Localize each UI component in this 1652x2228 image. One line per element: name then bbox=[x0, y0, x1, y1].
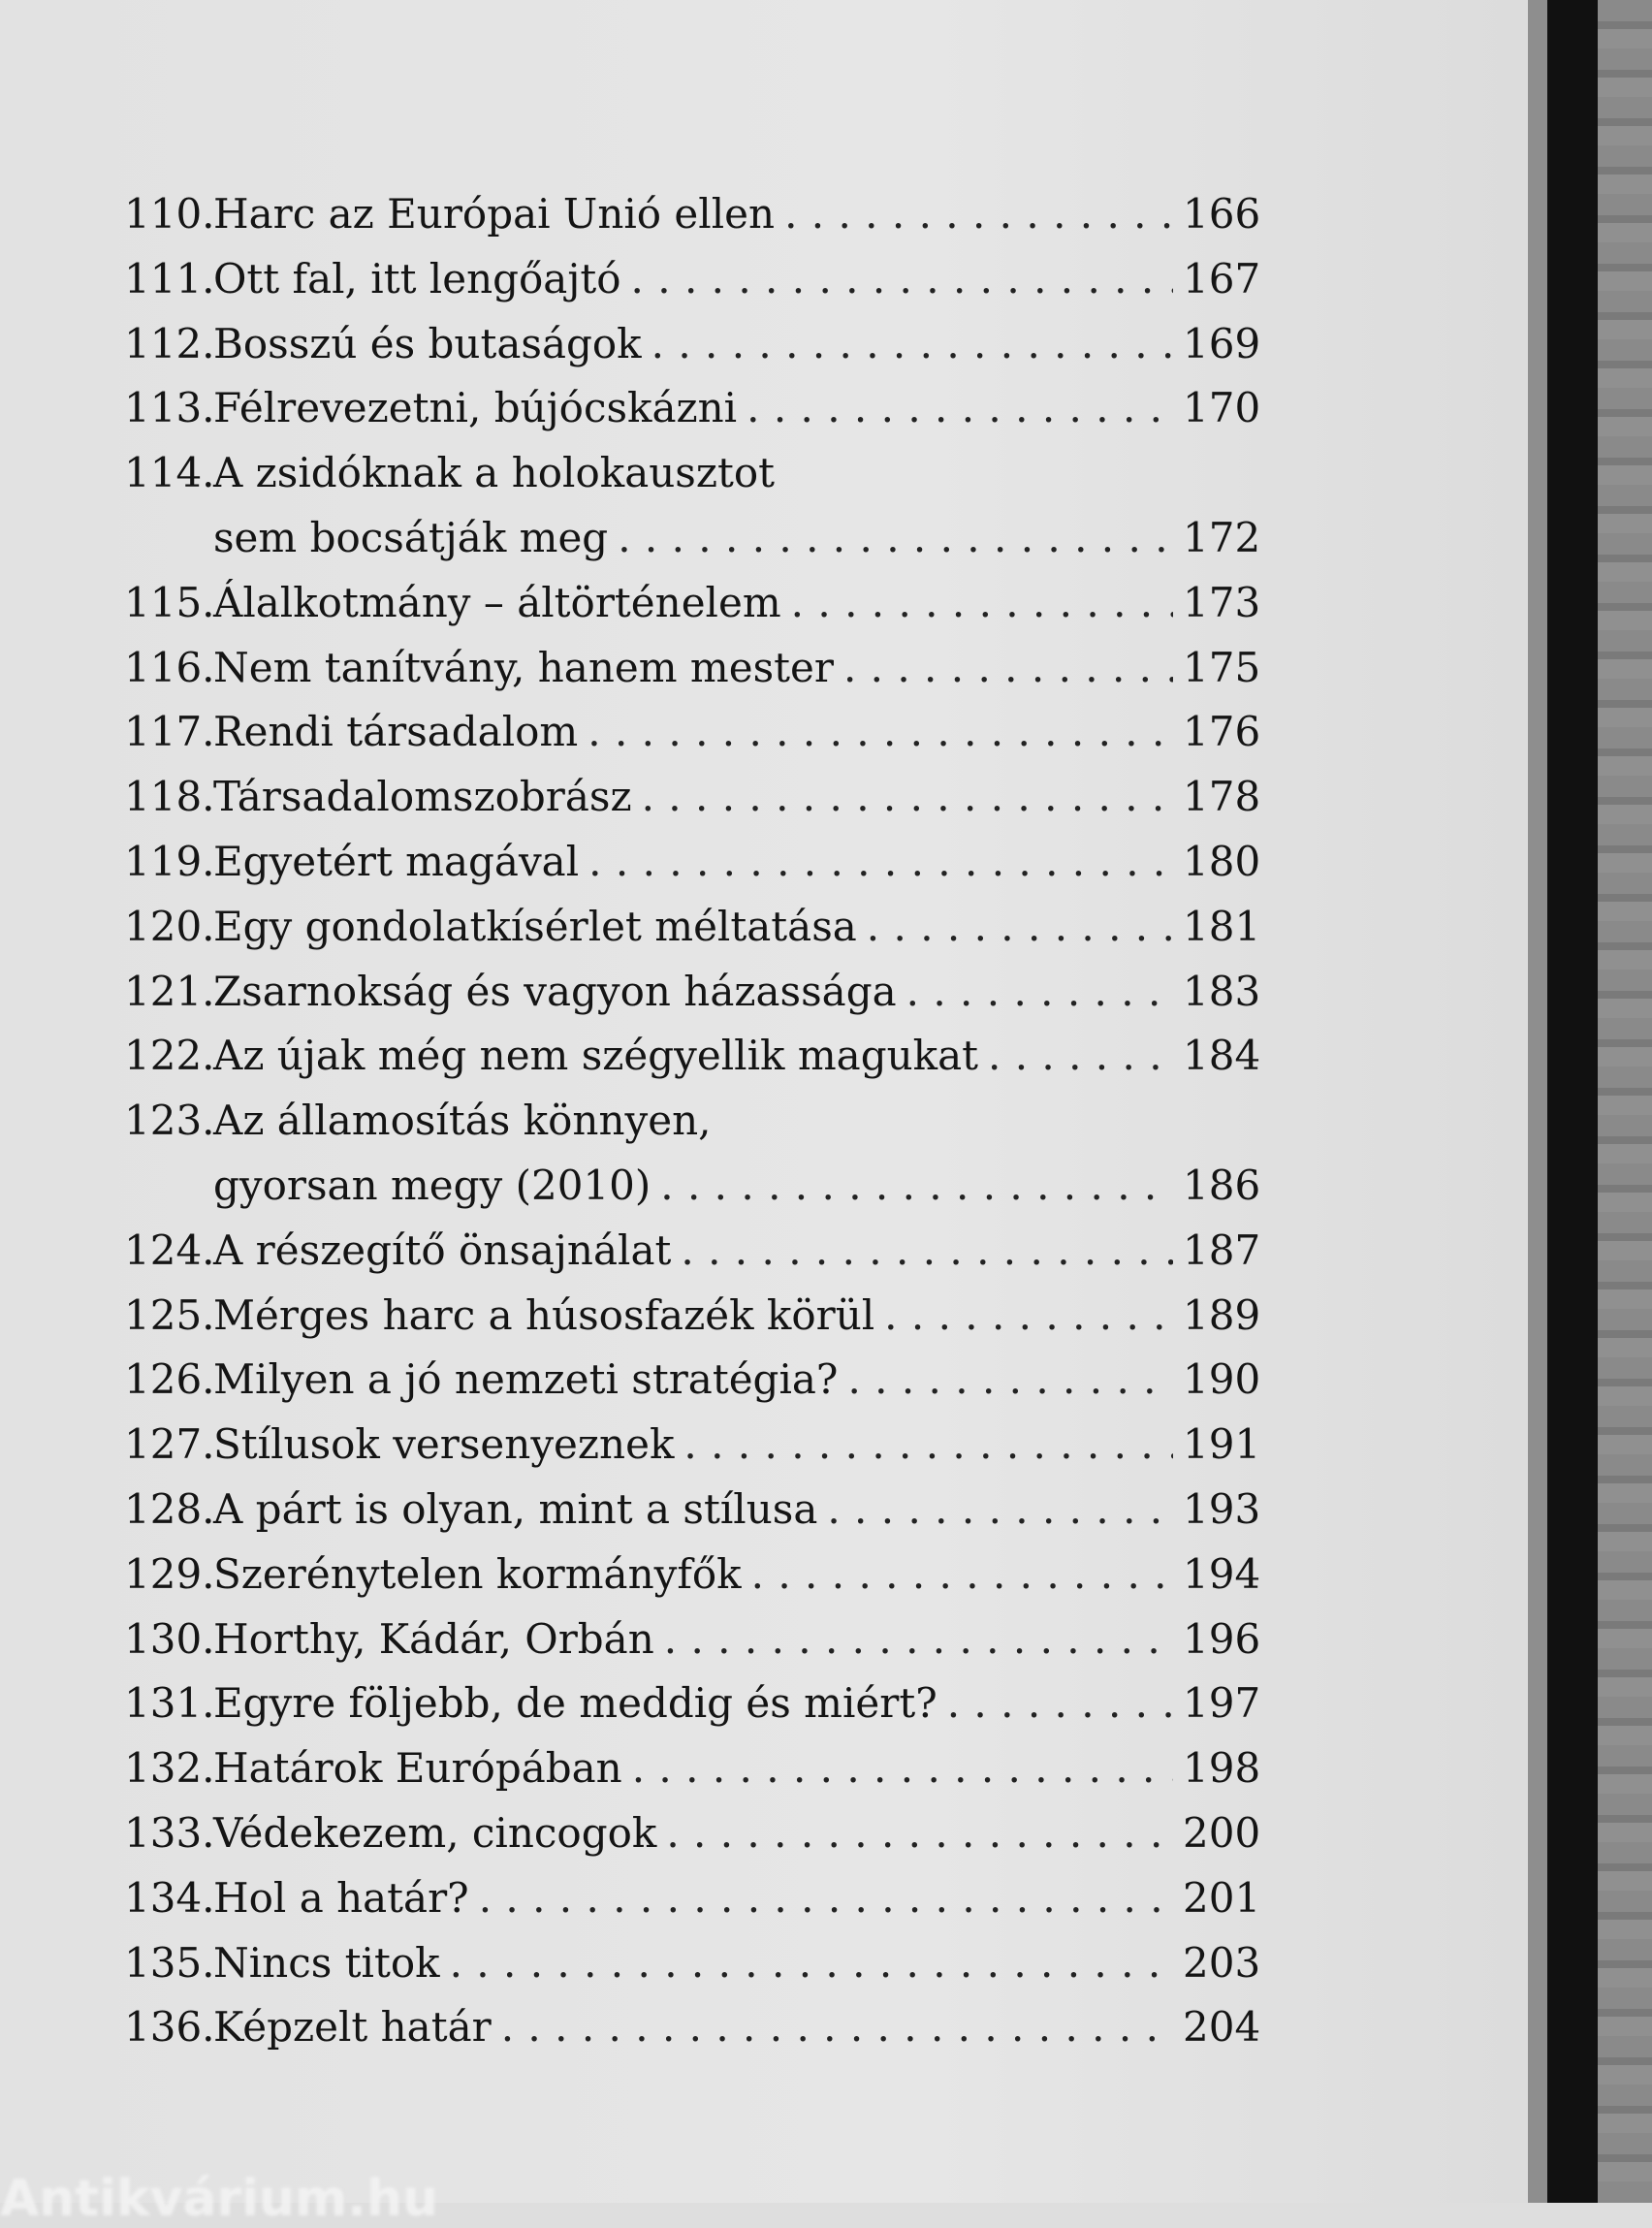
toc-entry bbox=[124, 1284, 1261, 1349]
page-number: 191 bbox=[1183, 1420, 1261, 1469]
dot-leader bbox=[847, 1348, 1173, 1413]
dot-leader bbox=[843, 636, 1173, 701]
entry-title: Az államosítás könnyen, bbox=[213, 1097, 712, 1145]
entry-number: 118. bbox=[124, 773, 215, 821]
entry-number: 134. bbox=[124, 1873, 215, 1922]
toc-entry bbox=[124, 1089, 1256, 1154]
toc-entry bbox=[124, 1024, 1261, 1089]
toc-entry bbox=[124, 247, 1261, 312]
page-number: 190 bbox=[1183, 1355, 1261, 1404]
page-number: 167 bbox=[1183, 254, 1261, 302]
page-number: 173 bbox=[1183, 578, 1261, 626]
entry-title: Egyre följebb, de meddig és miért? bbox=[213, 1679, 937, 1728]
dot-leader bbox=[660, 1154, 1173, 1219]
page-number: 170 bbox=[1183, 384, 1261, 432]
entry-number: 112. bbox=[124, 319, 215, 367]
page-number: 172 bbox=[1183, 513, 1261, 561]
table-surface bbox=[1598, 0, 1652, 2203]
entry-number: 132. bbox=[124, 1744, 215, 1793]
dot-leader bbox=[664, 1607, 1173, 1672]
page-number: 196 bbox=[1183, 1614, 1261, 1663]
toc-entry bbox=[124, 895, 1261, 960]
page-number: 166 bbox=[1183, 190, 1261, 238]
toc-entry bbox=[124, 1931, 1261, 1996]
page-number: 176 bbox=[1183, 708, 1261, 756]
dot-leader bbox=[791, 571, 1173, 636]
toc-entry bbox=[124, 960, 1261, 1025]
entry-title: Nincs titok bbox=[213, 1938, 440, 1987]
page-number: 187 bbox=[1183, 1225, 1261, 1274]
dot-leader bbox=[588, 830, 1173, 895]
entry-number: 121. bbox=[124, 967, 215, 1015]
toc-entry bbox=[124, 1348, 1261, 1413]
toc-entry bbox=[124, 1478, 1261, 1543]
entry-number: 114. bbox=[124, 449, 215, 497]
entry-title: Szerénytelen kormányfők bbox=[213, 1549, 742, 1598]
entry-number: 129. bbox=[124, 1549, 215, 1598]
entry-number: 135. bbox=[124, 1938, 215, 1987]
book-cover bbox=[1547, 0, 1598, 2203]
dot-leader bbox=[751, 1543, 1173, 1607]
dot-leader bbox=[450, 1931, 1173, 1996]
entry-title: Képzelt határ bbox=[213, 2003, 492, 2052]
entry-number: 111. bbox=[124, 254, 215, 302]
dot-leader bbox=[988, 1024, 1173, 1089]
entry-number: 136. bbox=[124, 2003, 215, 2052]
toc-entry bbox=[124, 1671, 1261, 1736]
toc-entry bbox=[124, 636, 1261, 701]
entry-title: A zsidóknak a holokausztot bbox=[213, 449, 776, 497]
entry-number: 126. bbox=[124, 1355, 215, 1404]
entry-number: 113. bbox=[124, 384, 215, 432]
dot-leader bbox=[681, 1219, 1173, 1284]
entry-number: 116. bbox=[124, 643, 215, 691]
toc-entry bbox=[124, 571, 1261, 636]
toc-entry bbox=[124, 182, 1261, 247]
dot-leader bbox=[747, 376, 1173, 441]
dot-leader bbox=[947, 1671, 1173, 1736]
entry-title: Nem tanítvány, hanem mester bbox=[213, 643, 834, 691]
toc-entry bbox=[124, 1866, 1261, 1931]
entry-title: Az újak még nem szégyellik magukat bbox=[213, 1032, 978, 1080]
entry-title: Ott fal, itt lengőajtó bbox=[213, 254, 621, 302]
page-number: 169 bbox=[1183, 319, 1261, 367]
entry-title: Stílusok versenyeznek bbox=[213, 1420, 675, 1469]
toc-entry bbox=[124, 376, 1261, 441]
entry-number: 124. bbox=[124, 1225, 215, 1274]
entry-number: 125. bbox=[124, 1290, 215, 1339]
page-number: 203 bbox=[1183, 1938, 1261, 1987]
entry-title: sem bocsátják meg bbox=[213, 513, 609, 561]
toc-entry bbox=[124, 1607, 1261, 1672]
entry-number: 123. bbox=[124, 1097, 215, 1145]
entry-number: 128. bbox=[124, 1484, 215, 1533]
toc-entry bbox=[124, 1219, 1261, 1284]
dot-leader bbox=[784, 182, 1173, 247]
toc-entry bbox=[124, 1801, 1261, 1866]
page-number: 180 bbox=[1183, 837, 1261, 885]
entry-title: Védekezem, cincogok bbox=[213, 1808, 657, 1857]
entry-title: Félrevezetni, bújócskázni bbox=[213, 384, 738, 432]
toc-entry bbox=[124, 312, 1261, 377]
dot-leader bbox=[642, 765, 1173, 830]
toc-entry bbox=[124, 1413, 1261, 1478]
entry-title: Zsarnokság és vagyon házassága bbox=[213, 967, 897, 1015]
page-number: 201 bbox=[1183, 1873, 1261, 1922]
entry-number: 115. bbox=[124, 578, 215, 626]
page-number: 178 bbox=[1183, 773, 1261, 821]
entry-title: A részegítő önsajnálat bbox=[213, 1225, 672, 1274]
page-number: 184 bbox=[1183, 1032, 1261, 1080]
entry-title: Hol a határ? bbox=[213, 1873, 469, 1922]
entry-number: 122. bbox=[124, 1032, 215, 1080]
entry-number: 131. bbox=[124, 1679, 215, 1728]
dot-leader bbox=[666, 1801, 1173, 1866]
dot-leader bbox=[588, 700, 1173, 765]
dot-leader bbox=[867, 895, 1173, 960]
page-number: 200 bbox=[1183, 1808, 1261, 1857]
toc-entry bbox=[124, 1543, 1261, 1607]
page-number: 198 bbox=[1183, 1744, 1261, 1793]
page-number: 193 bbox=[1183, 1484, 1261, 1533]
toc-entry bbox=[124, 765, 1261, 830]
entry-number: 130. bbox=[124, 1614, 215, 1663]
entry-number: 133. bbox=[124, 1808, 215, 1857]
toc-entry bbox=[124, 700, 1261, 765]
dot-leader bbox=[827, 1478, 1173, 1543]
entry-title: A párt is olyan, mint a stílusa bbox=[213, 1484, 818, 1533]
entry-number: 119. bbox=[124, 837, 215, 885]
entry-title: Álalkotmány – áltörténelem bbox=[213, 578, 781, 626]
entry-title: Bosszú és butaságok bbox=[213, 319, 642, 367]
table-of-contents bbox=[124, 182, 1261, 2060]
page-number: 189 bbox=[1183, 1290, 1261, 1339]
entry-number: 127. bbox=[124, 1420, 215, 1469]
toc-entry bbox=[124, 441, 1256, 506]
entry-number: 110. bbox=[124, 190, 215, 238]
page-number: 175 bbox=[1183, 643, 1261, 691]
entry-title: Milyen a jó nemzeti stratégia? bbox=[213, 1355, 839, 1404]
dot-leader bbox=[631, 247, 1173, 312]
entry-title: Egy gondolatkísérlet méltatása bbox=[213, 902, 857, 950]
entry-title: Társadalomszobrász bbox=[213, 773, 632, 821]
entry-title: Határok Európában bbox=[213, 1744, 622, 1793]
toc-entry bbox=[124, 1995, 1261, 2060]
page-number: 181 bbox=[1183, 902, 1261, 950]
page-edges bbox=[1528, 0, 1547, 2203]
entry-title: Horthy, Kádár, Orbán bbox=[213, 1614, 654, 1663]
page-number: 186 bbox=[1183, 1161, 1261, 1209]
page-number: 197 bbox=[1183, 1679, 1261, 1728]
page-number: 194 bbox=[1183, 1549, 1261, 1598]
dot-leader bbox=[683, 1413, 1173, 1478]
entry-title: Mérges harc a húsosfazék körül bbox=[213, 1290, 875, 1339]
dot-leader bbox=[651, 312, 1173, 377]
entry-number: 120. bbox=[124, 902, 215, 950]
entry-title: Egyetért magával bbox=[213, 837, 580, 885]
toc-entry bbox=[124, 1736, 1261, 1801]
entry-title: Harc az Európai Unió ellen bbox=[213, 190, 776, 238]
dot-leader bbox=[884, 1284, 1173, 1349]
entry-title: Rendi társadalom bbox=[213, 708, 579, 756]
entry-number: 117. bbox=[124, 708, 215, 756]
dot-leader bbox=[632, 1736, 1173, 1801]
entry-title: gyorsan megy (2010) bbox=[213, 1161, 651, 1209]
page-number: 183 bbox=[1183, 967, 1261, 1015]
dot-leader bbox=[479, 1866, 1173, 1931]
toc-entry-continuation bbox=[124, 506, 1261, 571]
dot-leader bbox=[501, 1995, 1173, 2060]
toc-entry bbox=[124, 830, 1261, 895]
dot-leader bbox=[618, 506, 1173, 571]
watermark: Antikvárium.hu bbox=[0, 2170, 438, 2228]
page-number: 204 bbox=[1183, 2003, 1261, 2052]
toc-entry-continuation bbox=[124, 1154, 1261, 1219]
dot-leader bbox=[906, 960, 1173, 1025]
